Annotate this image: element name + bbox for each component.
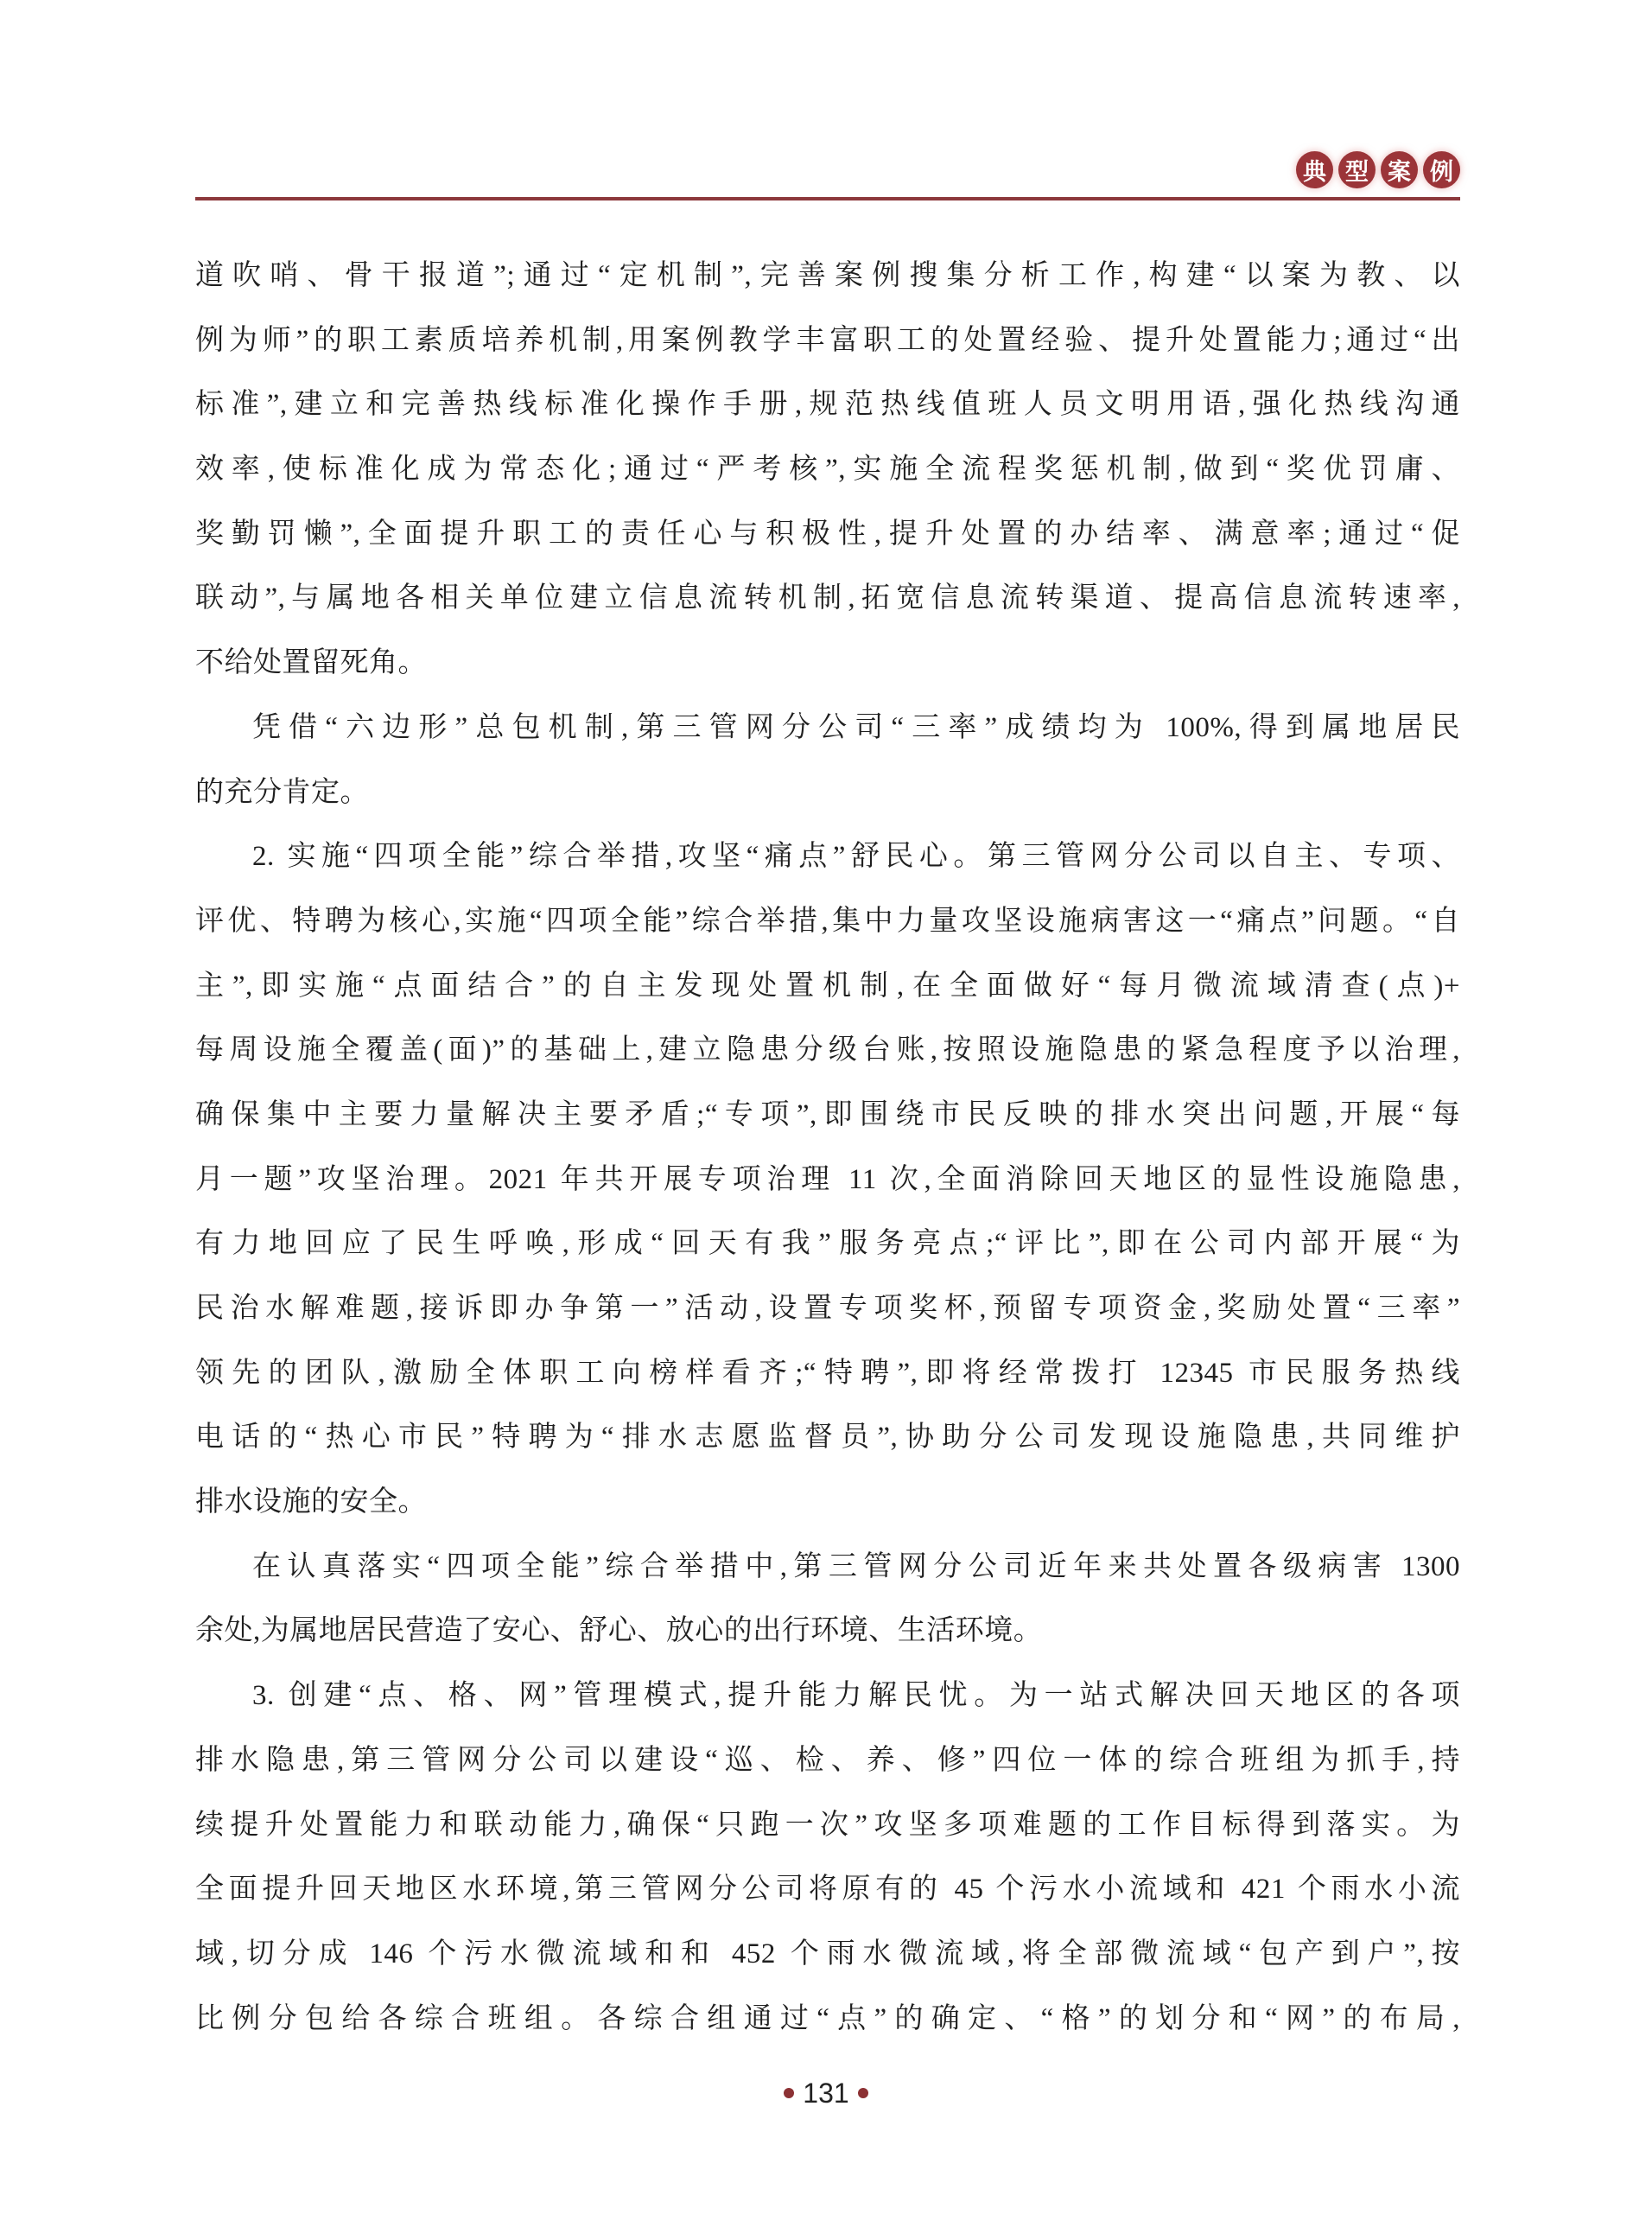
body-line: 主”,即实施“点面结合”的自主发现处置机制,在全面做好“每月微流域清查(点)+ <box>195 970 1460 1002</box>
body-line: 比例分包给各综合班组。各综合组通过“点”的确定、“格”的划分和“网”的布局, <box>195 2002 1460 2034</box>
body-line: 道吹哨、骨干报道”;通过“定机制”,完善案例搜集分析工作,构建“以案为教、以 <box>195 260 1460 291</box>
body-line: 的充分肯定。 <box>195 776 369 808</box>
header-badge-char: 例 <box>1423 151 1460 188</box>
body-line: 有力地回应了民生呼唤,形成“回天有我”服务亮点;“评比”,即在公司内部开展“为 <box>195 1228 1460 1260</box>
body-line: 标准”,建立和完善热线标准化操作手册,规范热线值班人员文明用语,强化热线沟通 <box>195 389 1460 421</box>
body-line: 确保集中主要力量解决主要矛盾;“专项”,即围绕市民反映的排水突出问题,开展“每 <box>195 1098 1460 1130</box>
body-line: 评优、特聘为核心,实施“四项全能”综合举措,集中力量攻坚设施病害这一“痛点”问题。“自 <box>195 905 1460 937</box>
body-line: 凭借“六边形”总包机制,第三管网分公司“三率”成绩均为 100%,得到属地居民 <box>252 711 1460 743</box>
body-line: 3. 创建“点、格、网”管理模式,提升能力解民忧。为一站式解决回天地区的各项 <box>252 1680 1460 1712</box>
body-line: 续提升处置能力和联动能力,确保“只跑一次”攻坚多项难题的工作目标得到落实。为 <box>195 1809 1460 1841</box>
page-footer <box>0 2079 1652 2107</box>
header-rule <box>195 197 1460 200</box>
header-badge-char: 案 <box>1381 151 1418 188</box>
header-badge-char: 型 <box>1338 151 1376 188</box>
body-line: 排水设施的安全。 <box>195 1486 427 1518</box>
header-badge-char: 典 <box>1296 151 1333 188</box>
page-number-left-dot <box>784 2088 794 2098</box>
body-line: 不给处置留死角。 <box>195 647 427 679</box>
body-line: 全面提升回天地区水环境,第三管网分公司将原有的 45 个污水小流域和 421 个雨水小流 <box>195 1874 1460 1906</box>
body-line: 每周设施全覆盖(面)”的基础上,建立隐患分级台账,按照设施隐患的紧急程度予以治理, <box>195 1034 1460 1066</box>
body-line: 领先的团队,激励全体职工向榜样看齐;“特聘”,即将经常拨打 12345 市民服务热线 <box>195 1357 1460 1389</box>
body-line: 余处,为属地居民营造了安心、舒心、放心的出行环境、生活环境。 <box>195 1615 1043 1647</box>
body-line: 联动”,与属地各相关单位建立信息流转机制,拓宽信息流转渠道、提高信息流转速率, <box>195 582 1460 614</box>
body-line: 电话的“热心市民”特聘为“排水志愿监督员”,协助分公司发现设施隐患,共同维护 <box>195 1422 1460 1454</box>
body-line: 2. 实施“四项全能”综合举措,攻坚“痛点”舒民心。第三管网分公司以自主、专项、 <box>252 841 1460 873</box>
body-text <box>195 244 1460 2051</box>
body-line: 例为师”的职工素质培养机制,用案例教学丰富职工的处置经验、提升处置能力;通过“出 <box>195 324 1460 356</box>
body-line: 奖勤罚懒”,全面提升职工的责任心与积极性,提升处置的办结率、满意率;通过“促 <box>195 518 1460 550</box>
body-line: 域,切分成 146 个污水微流域和和 452 个雨水微流域,将全部微流域“包产到户”,按 <box>195 1938 1460 1970</box>
body-line: 在认真落实“四项全能”综合举措中,第三管网分公司近年来共处置各级病害 1300 <box>252 1550 1460 1582</box>
body-line: 排水隐患,第三管网分公司以建设“巡、检、养、修”四位一体的综合班组为抓手,持 <box>195 1744 1460 1776</box>
body-line: 民治水解难题,接诉即办争第一”活动,设置专项奖杯,预留专项资金,奖励处置“三率” <box>195 1293 1460 1324</box>
body-line: 效率,使标准化成为常态化;通过“严考核”,实施全流程奖惩机制,做到“奖优罚庸、 <box>195 454 1460 486</box>
header-badge <box>1296 151 1460 188</box>
body-line: 月一题”攻坚治理。2021 年共开展专项治理 11 次,全面消除回天地区的显性设施隐患, <box>195 1163 1460 1195</box>
page-number: 131 <box>803 2078 849 2109</box>
page-number-right-dot <box>858 2088 868 2098</box>
